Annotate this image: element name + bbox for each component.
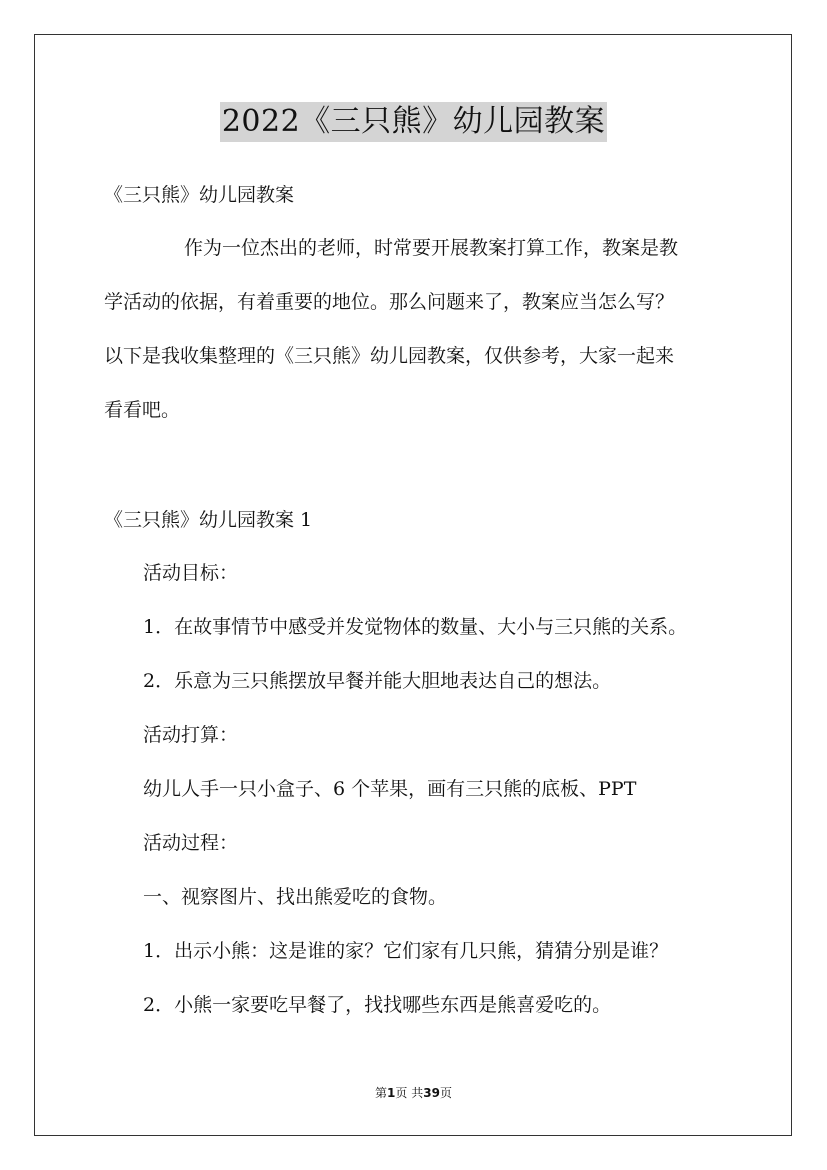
page-footer	[0, 1084, 827, 1101]
footer-page-current: 1	[387, 1086, 396, 1100]
body-line-2: 1．在故事情节中感受并发觉物体的数量、大小与三只熊的关系。	[143, 616, 688, 638]
body-line-5: 幼儿人手一只小盒子、6 个苹果，画有三只熊的底板、PPT	[143, 778, 637, 800]
footer-page-total: 39	[423, 1086, 440, 1100]
intro-line-1: 作为一位杰出的老师，时常要开展教案打算工作，教案是教	[184, 237, 679, 259]
body-line-9: 2．小熊一家要吃早餐了，找找哪些东西是熊喜爱吃的。	[143, 994, 612, 1016]
footer-page-prefix: 第	[375, 1086, 388, 1100]
body-line-3: 2．乐意为三只熊摆放早餐并能大胆地表达自己的想法。	[143, 670, 612, 692]
section-heading: 《三只熊》幼儿园教案 1	[104, 509, 313, 531]
body-line-7: 一、视察图片、找出熊爱吃的食物。	[143, 886, 448, 908]
intro-line-3: 以下是我收集整理的《三只熊》幼儿园教案，仅供参考，大家一起来	[104, 345, 675, 367]
title-container	[0, 102, 827, 142]
footer-page-mid: 页 共	[395, 1086, 424, 1100]
document-title: 2022《三只熊》幼儿园教案	[220, 102, 607, 142]
body-line-6: 活动过程：	[143, 832, 239, 854]
document-subtitle: 《三只熊》幼儿园教案	[104, 184, 295, 206]
intro-line-4: 看看吧。	[104, 399, 181, 421]
footer-page-suffix: 页	[439, 1086, 452, 1100]
body-line-8: 1．出示小熊：这是谁的家？它们家有几只熊，猜猜分别是谁？	[143, 940, 669, 962]
intro-line-2: 学活动的依据，有着重要的地位。那么问题来了，教案应当怎么写？	[104, 291, 675, 313]
body-line-4: 活动打算：	[143, 724, 239, 746]
body-line-1: 活动目标：	[143, 562, 239, 584]
